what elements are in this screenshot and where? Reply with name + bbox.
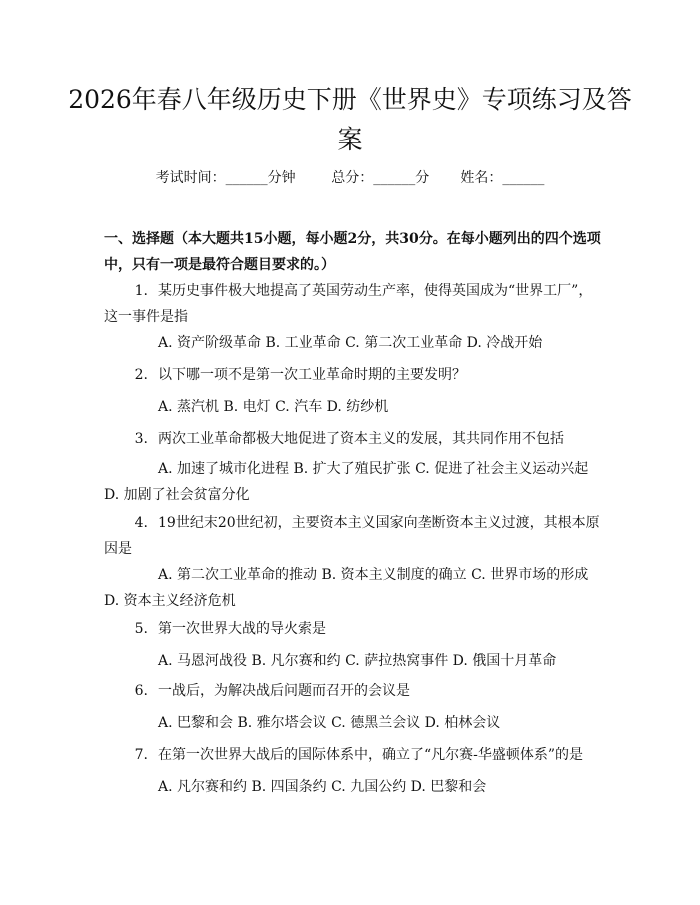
question-number: 5. xyxy=(134,621,148,637)
question-text: 以下哪一项不是第一次工业革命时期的主要发明？ xyxy=(158,367,466,383)
name-label: 姓名：______ xyxy=(460,170,545,186)
question-options xyxy=(104,774,604,800)
question-text: 第一次世界大战的导火索是 xyxy=(158,621,326,637)
question-options xyxy=(104,562,604,614)
question-number: 1. xyxy=(134,283,148,299)
section-heading: 一、选择题（本大题共15小题，每小题2分，共30分。在每小题列出的四个选项中，只有一项是最符合题目要求的。） xyxy=(104,231,601,273)
question-text: 两次工业革命都极大地促进了资本主义的发展，其共同作用不包括 xyxy=(158,431,564,447)
options-text: A. 加速了城市化进程 B. 扩大了殖民扩张 C. 促进了社会主义运动兴起 D. 加剧了社会贫富分化 xyxy=(104,461,589,503)
question-text: 在第一次世界大战后的国际体系中，确立了“凡尔赛-华盛顿体系”的是 xyxy=(158,747,584,763)
options-text: A. 蒸汽机 B. 电灯 C. 汽车 D. 纺纱机 xyxy=(158,399,389,415)
question-item xyxy=(104,362,604,388)
question-options xyxy=(104,330,604,356)
options-text: A. 凡尔赛和约 B. 四国条约 C. 九国公约 D. 巴黎和会 xyxy=(158,779,487,795)
question-text: 19世纪末20世纪初，主要资本主义国家向垄断资本主义过渡，其根本原因是 xyxy=(104,515,600,557)
question-options xyxy=(104,394,604,420)
page-title: 2026年春八年级历史下册《世界史》专项练习及答案 xyxy=(68,85,632,154)
question-item xyxy=(104,678,604,704)
question-options xyxy=(104,456,604,508)
question-text: 一战后，为解决战后问题而召开的会议是 xyxy=(158,683,410,699)
total-score-label: 总分：______分 xyxy=(331,170,430,186)
question-options xyxy=(104,648,604,674)
exam-meta xyxy=(0,166,700,190)
exam-time-label: 考试时间：______分钟 xyxy=(155,170,296,186)
question-text: 某历史事件极大地提高了英国劳动生产率，使得英国成为“世界工厂”，这一事件是指 xyxy=(104,283,593,325)
question-number: 4. xyxy=(134,515,148,531)
question-item xyxy=(104,510,604,562)
question-item xyxy=(104,278,604,330)
question-number: 6. xyxy=(134,683,148,699)
question-item xyxy=(104,742,604,768)
options-text: A. 资产阶级革命 B. 工业革命 C. 第二次工业革命 D. 冷战开始 xyxy=(158,335,543,351)
options-text: A. 巴黎和会 B. 雅尔塔会议 C. 德黑兰会议 D. 柏林会议 xyxy=(158,715,501,731)
question-number: 7. xyxy=(134,747,148,763)
question-number: 3. xyxy=(134,431,148,447)
question-number: 2. xyxy=(134,367,148,383)
options-text: A. 马恩河战役 B. 凡尔赛和约 C. 萨拉热窝事件 D. 俄国十月革命 xyxy=(158,653,557,669)
question-item xyxy=(104,426,604,452)
question-options xyxy=(104,710,604,736)
question-item xyxy=(104,616,604,642)
options-text: A. 第二次工业革命的推动 B. 资本主义制度的确立 C. 世界市场的形成 D. 资本主义经济危机 xyxy=(104,567,589,609)
